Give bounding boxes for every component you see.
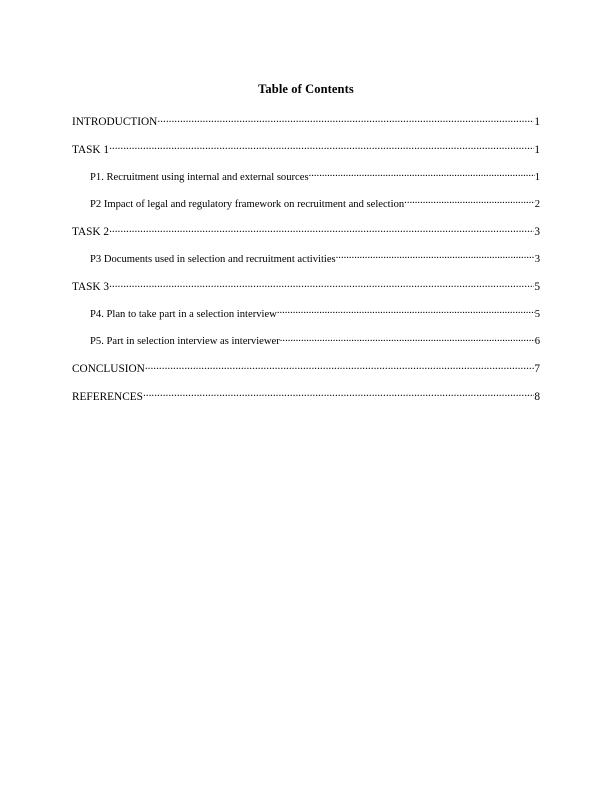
toc-entry[interactable] [72,224,540,239]
toc-entry[interactable] [72,307,540,321]
toc-leader-dots [143,389,534,400]
toc-entry-label: REFERENCES [72,391,143,404]
toc-entry-page: 5 [534,281,540,294]
toc-leader-dots [157,114,534,125]
toc-entry[interactable] [72,334,540,348]
toc-leader-dots [109,279,534,290]
toc-entry[interactable] [72,252,540,266]
toc-leader-dots [145,361,535,372]
toc-entry[interactable] [72,279,540,294]
toc-entry[interactable] [72,197,540,211]
toc-entry-label: TASK 3 [72,281,110,294]
toc-entry[interactable] [72,142,540,157]
toc-entry-label: P4. Plan to take part in a selection interview [90,309,277,321]
table-of-contents [72,114,540,403]
toc-entry-page: 7 [534,363,540,376]
toc-entry[interactable] [72,114,540,129]
toc-entry-page: 3 [534,254,540,266]
toc-entry-label: P1. Recruitment using internal and external sources [90,172,309,184]
toc-entry[interactable] [72,169,540,183]
toc-entry[interactable] [72,361,540,376]
toc-leader-dots [404,197,535,208]
toc-entry-label: P2 Impact of legal and regulatory framework on recruitment and selection [90,199,405,211]
toc-leader-dots [277,307,535,318]
toc-entry-label: TASK 2 [72,226,110,239]
toc-entry-label: INTRODUCTION [72,116,158,129]
page-title: Table of Contents [258,82,354,96]
toc-entry-page: 5 [534,309,540,321]
toc-entry-page: 1 [534,172,540,184]
toc-entry[interactable] [72,389,540,404]
toc-leader-dots [280,334,535,345]
toc-entry-page: 6 [534,336,540,348]
toc-entry-label: CONCLUSION [72,363,145,376]
toc-entry-page: 3 [534,226,540,239]
toc-entry-label: P3 Documents used in selection and recruitment activities [90,254,336,266]
toc-entry-label: TASK 1 [72,144,110,157]
toc-leader-dots [336,252,535,263]
toc-entry-label: P5. Part in selection interview as interviewer [90,336,280,348]
toc-leader-dots [109,142,534,153]
toc-entry-page: 1 [534,144,540,157]
toc-entry-page: 2 [534,199,540,211]
toc-leader-dots [309,169,535,180]
toc-leader-dots [109,224,534,235]
toc-entry-page: 1 [534,116,540,129]
toc-entry-page: 8 [534,391,540,404]
